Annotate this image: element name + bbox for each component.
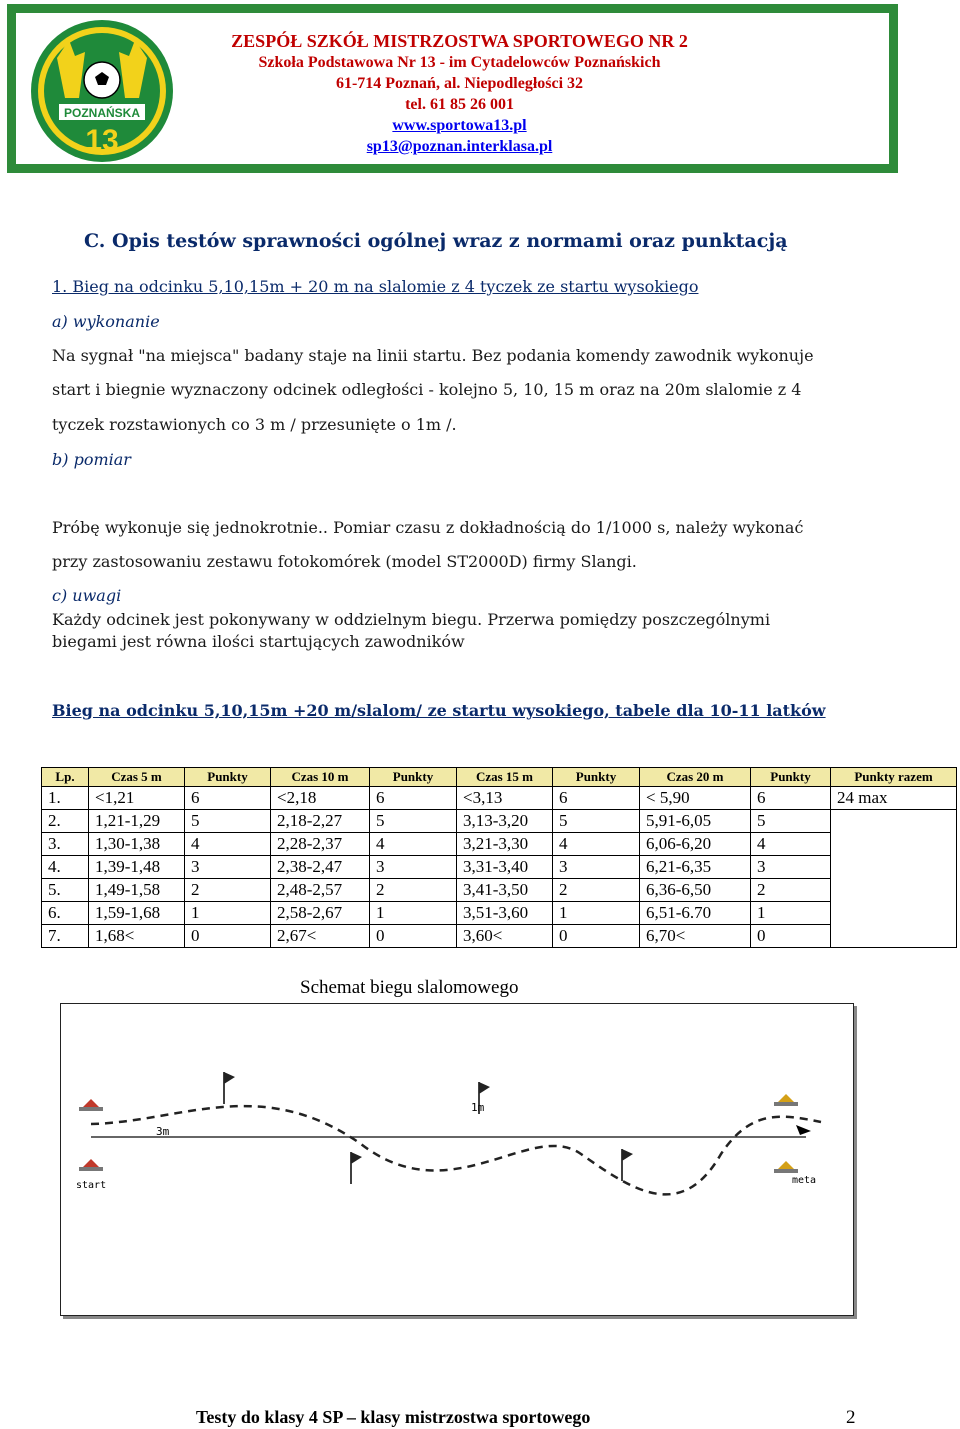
table-cell: 2,18-2,27 xyxy=(271,810,370,833)
start-cone-top-icon xyxy=(79,1099,103,1111)
table-cell xyxy=(831,810,957,833)
execution-text-line: start i biegnie wyznaczony odcinek odległości - kolejno 5, 10, 15 m oraz na 20m slalomie z 4 xyxy=(52,380,802,399)
table-cell: 1,21-1,29 xyxy=(89,810,185,833)
table-cell: 6 xyxy=(751,787,831,810)
table-cell: 6,70< xyxy=(640,925,751,948)
table-cell: 6 xyxy=(553,787,640,810)
table-row xyxy=(42,787,957,810)
table-row xyxy=(42,856,957,879)
slalom-path xyxy=(91,1106,821,1194)
table-cell: 2 xyxy=(370,879,457,902)
finish-cone-bottom-icon xyxy=(774,1161,798,1173)
table-cell: 3 xyxy=(185,856,271,879)
table-cell: <2,18 xyxy=(271,787,370,810)
table-cell: 2,48-2,57 xyxy=(271,879,370,902)
header-points: Punkty xyxy=(751,768,831,787)
table-cell: 4 xyxy=(370,833,457,856)
table-cell: 5. xyxy=(42,879,89,902)
table-cell xyxy=(831,925,957,948)
table-row xyxy=(42,879,957,902)
table-cell: 2,38-2,47 xyxy=(271,856,370,879)
table-cell: 2,28-2,37 xyxy=(271,833,370,856)
table-header-row xyxy=(42,768,957,787)
slalom-diagram-svg xyxy=(61,1004,853,1315)
table-cell: 5 xyxy=(370,810,457,833)
header-points: Punkty xyxy=(370,768,457,787)
slalom-pole-icon xyxy=(622,1149,633,1181)
notes-text-line: biegami jest równa ilości startujących zawodników xyxy=(52,632,465,651)
table-cell: 1,39-1,48 xyxy=(89,856,185,879)
logo-number: 13 xyxy=(85,124,119,157)
school-address: 61-714 Poznań, al. Niepodległości 32 xyxy=(335,75,584,92)
school-header xyxy=(7,4,898,173)
table-cell: 2 xyxy=(185,879,271,902)
measurement-text-line: Próbę wykonuje się jednokrotnie.. Pomiar czasu z dokładnością do 1/1000 s, należy wykonać xyxy=(52,518,804,537)
header-time-10m: Czas 10 m xyxy=(271,768,370,787)
arrow-icon xyxy=(796,1125,811,1135)
header-points-total: Punkty razem xyxy=(831,768,957,787)
table-cell: 5,91-6,05 xyxy=(640,810,751,833)
table-cell: 1 xyxy=(185,902,271,925)
table-cell: 5 xyxy=(185,810,271,833)
page-footer: Testy do klasy 4 SP – klasy mistrzostwa sportowego xyxy=(196,1407,591,1427)
school-phone: tel. 61 85 26 001 xyxy=(405,96,514,113)
execution-text-line: Na sygnał "na miejsca" badany staje na linii startu. Bez podania komendy zawodnik wykonuje xyxy=(52,346,814,365)
table-cell: 24 max xyxy=(831,787,957,810)
table-cell: 6 xyxy=(370,787,457,810)
table-cell: 2,58-2,67 xyxy=(271,902,370,925)
table-cell: 3,51-3,60 xyxy=(457,902,553,925)
table-cell: <3,13 xyxy=(457,787,553,810)
table-cell: < 5,90 xyxy=(640,787,751,810)
table-cell xyxy=(831,879,957,902)
table-cell: 2 xyxy=(553,879,640,902)
school-info xyxy=(187,30,732,157)
table-cell: 1 xyxy=(370,902,457,925)
table-cell: 1,49-1,58 xyxy=(89,879,185,902)
logo-text: POZNAŃSKA xyxy=(63,106,141,120)
header-lp: Lp. xyxy=(42,768,89,787)
table-cell: 5 xyxy=(751,810,831,833)
table-cell: 0 xyxy=(751,925,831,948)
table-cell: 4 xyxy=(553,833,640,856)
table-title: Bieg na odcinku 5,10,15m +20 m/slalom/ ze startu wysokiego, tabele dla 10-11 latków xyxy=(52,701,826,720)
table-cell: 1,59-1,68 xyxy=(89,902,185,925)
label-3m: 3m xyxy=(156,1125,170,1138)
table-cell xyxy=(831,833,957,856)
header-time-5m: Czas 5 m xyxy=(89,768,185,787)
table-cell: 6,36-6,50 xyxy=(640,879,751,902)
label-start: start xyxy=(76,1180,107,1191)
table-row xyxy=(42,810,957,833)
table-cell: 0 xyxy=(553,925,640,948)
slalom-diagram xyxy=(60,1003,854,1316)
start-cone-bottom-icon xyxy=(79,1159,103,1171)
table-cell: 3,41-3,50 xyxy=(457,879,553,902)
table-cell: 2,67< xyxy=(271,925,370,948)
table-cell: 1. xyxy=(42,787,89,810)
table-cell: 6 xyxy=(185,787,271,810)
table-cell: 0 xyxy=(185,925,271,948)
table-cell: 0 xyxy=(370,925,457,948)
table-cell: 1 xyxy=(553,902,640,925)
email-link[interactable]: sp13@poznan.interklasa.pl xyxy=(366,138,553,155)
table-cell: 3,60< xyxy=(457,925,553,948)
schema-caption: Schemat biegu slalomowego xyxy=(300,977,519,998)
label-finish: meta xyxy=(792,1175,817,1186)
test-title: 1. Bieg na odcinku 5,10,15m + 20 m na slalomie z 4 tyczek ze startu wysokiego xyxy=(52,277,699,296)
table-cell: 4 xyxy=(185,833,271,856)
table-cell: 3 xyxy=(370,856,457,879)
slalom-pole-icon xyxy=(351,1152,362,1184)
school-logo xyxy=(29,18,175,164)
table-cell: 1 xyxy=(751,902,831,925)
table-cell: 1,30-1,38 xyxy=(89,833,185,856)
measurement-text-line: przy zastosowaniu zestawu fotokomórek (model ST2000D) firmy Slangi. xyxy=(52,552,637,571)
header-points: Punkty xyxy=(553,768,640,787)
notes-label: c) uwagi xyxy=(52,586,122,605)
table-cell xyxy=(831,856,957,879)
table-cell: 3,13-3,20 xyxy=(457,810,553,833)
table-cell: 6,21-6,35 xyxy=(640,856,751,879)
finish-cone-top-icon xyxy=(774,1094,798,1106)
table-cell xyxy=(831,902,957,925)
table-cell: 6,06-6,20 xyxy=(640,833,751,856)
school-subname: Szkoła Podstawowa Nr 13 - im Cytadelowców Poznańskich xyxy=(258,54,661,71)
school-name: ZESPÓŁ SZKÓŁ MISTRZOSTWA SPORTOWEGO NR 2 xyxy=(231,31,688,51)
table-cell: 5 xyxy=(553,810,640,833)
table-cell: 3,31-3,40 xyxy=(457,856,553,879)
table-cell: 4. xyxy=(42,856,89,879)
header-time-20m: Czas 20 m xyxy=(640,768,751,787)
header-time-15m: Czas 15 m xyxy=(457,768,553,787)
table-cell: 6,51-6.70 xyxy=(640,902,751,925)
website-link[interactable]: www.sportowa13.pl xyxy=(392,117,527,134)
table-cell: 1,68< xyxy=(89,925,185,948)
table-cell: 2. xyxy=(42,810,89,833)
table-cell: 3,21-3,30 xyxy=(457,833,553,856)
execution-text-line: tyczek rozstawionych co 3 m / przesunięte o 1m /. xyxy=(52,415,457,434)
table-cell: 2 xyxy=(751,879,831,902)
table-cell: <1,21 xyxy=(89,787,185,810)
table-cell: 3 xyxy=(751,856,831,879)
table-row xyxy=(42,925,957,948)
table-cell: 4 xyxy=(751,833,831,856)
section-title: C. Opis testów sprawności ogólnej wraz z normami oraz punktacją xyxy=(84,230,788,252)
execution-label: a) wykonanie xyxy=(52,312,160,331)
header-points: Punkty xyxy=(185,768,271,787)
notes-text-line: Każdy odcinek jest pokonywany w oddzielnym biegu. Przerwa pomiędzy poszczególnymi xyxy=(52,610,771,629)
measurement-label: b) pomiar xyxy=(52,450,131,469)
page-number: 2 xyxy=(846,1407,856,1428)
table-cell: 3. xyxy=(42,833,89,856)
table-cell: 7. xyxy=(42,925,89,948)
label-1m: 1m xyxy=(471,1101,485,1114)
table-cell: 3 xyxy=(553,856,640,879)
table-row xyxy=(42,833,957,856)
norms-table xyxy=(41,767,957,948)
table-row xyxy=(42,902,957,925)
table-cell: 6. xyxy=(42,902,89,925)
slalom-pole-icon xyxy=(224,1072,235,1104)
